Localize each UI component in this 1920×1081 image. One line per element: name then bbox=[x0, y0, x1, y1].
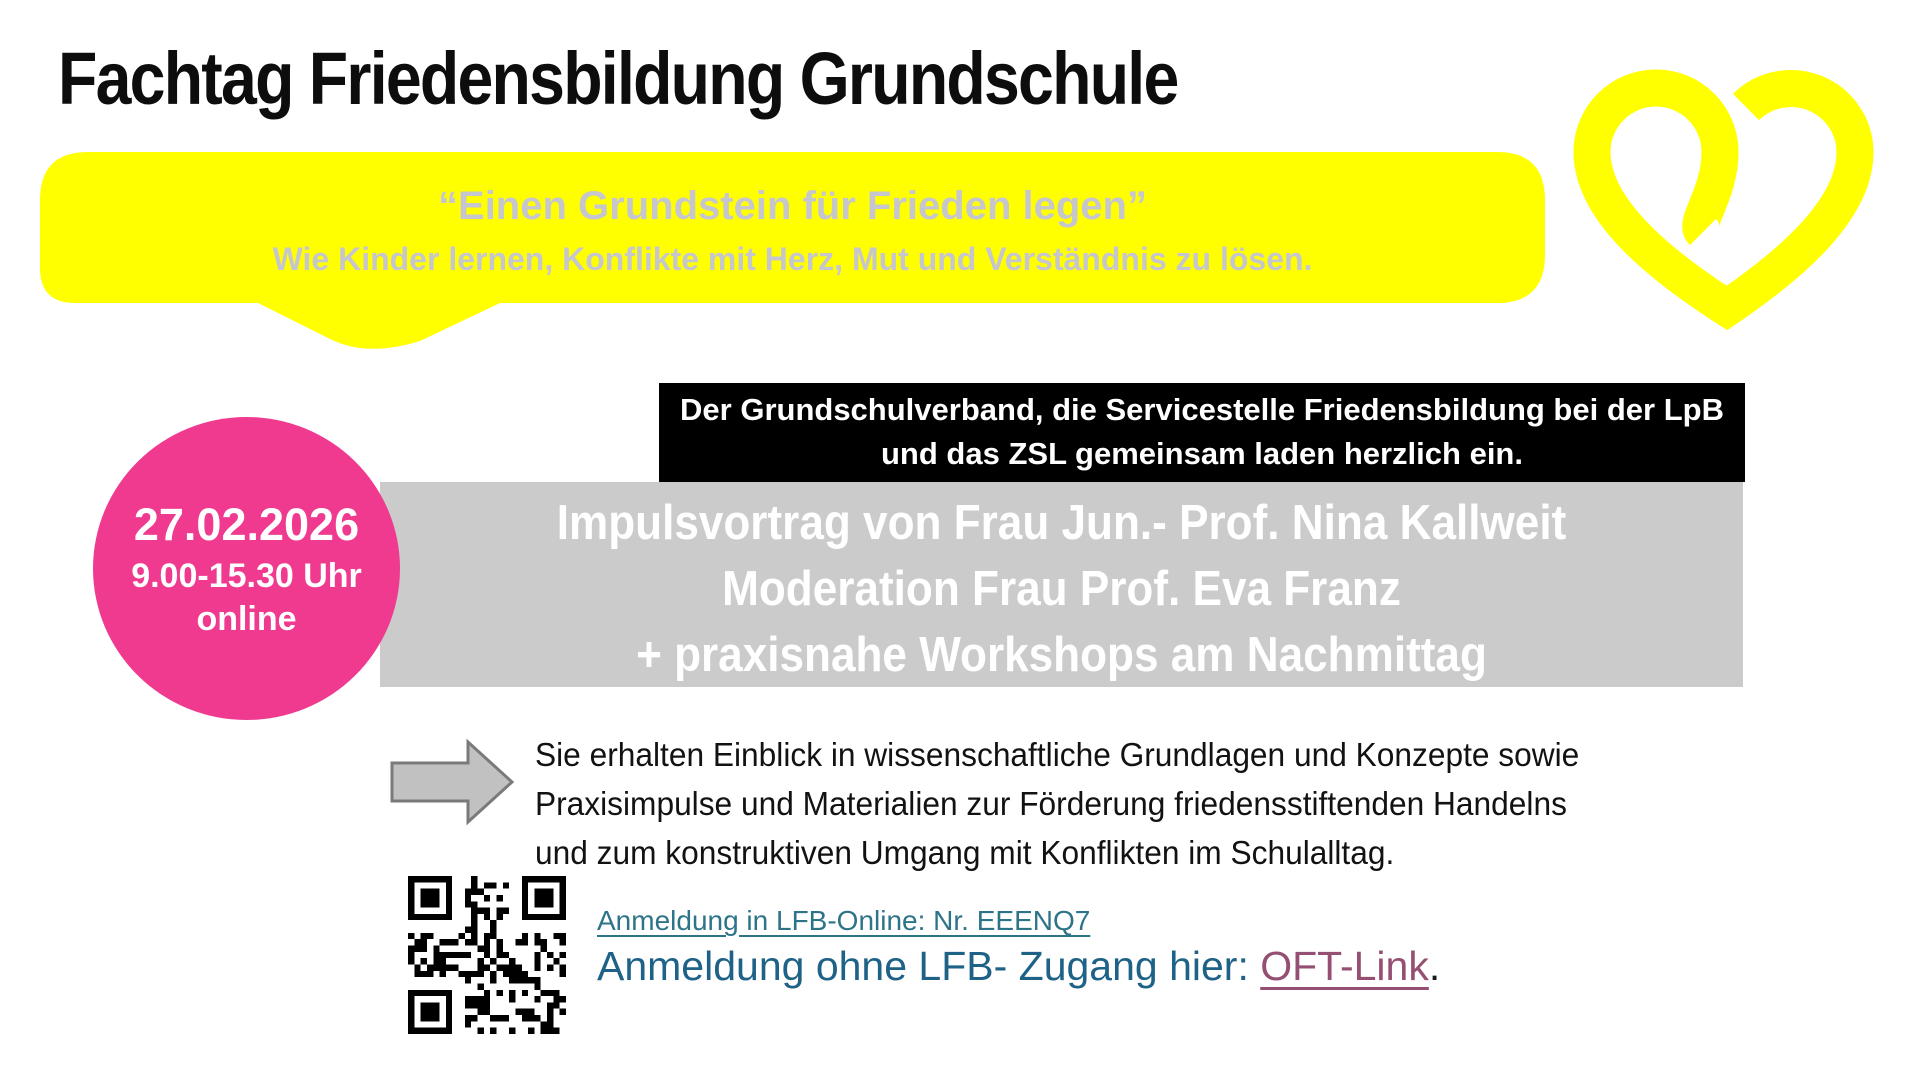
registration-suffix: . bbox=[1428, 943, 1441, 989]
event-time: 9.00-15.30 Uhr bbox=[131, 556, 362, 595]
invite-line-2: und das ZSL gemeinsam laden herzlich ein. bbox=[881, 436, 1523, 471]
description-line-2: Praxisimpulse und Materialien zur Förderung friedensstiftenden Handelns bbox=[535, 785, 1567, 822]
arrow-right-icon bbox=[385, 735, 520, 830]
date-badge bbox=[93, 417, 400, 720]
event-mode: online bbox=[196, 599, 297, 638]
heart-icon bbox=[1565, 40, 1895, 340]
program-line-2: Moderation Frau Prof. Eva Franz bbox=[722, 562, 1401, 616]
registration-prefix: Anmeldung ohne LFB- Zugang hier: bbox=[597, 943, 1261, 989]
lfb-online-link[interactable]: Anmeldung in LFB-Online: Nr. EEENQ7 bbox=[597, 905, 1091, 936]
banner-subtitle: Wie Kinder lernen, Konflikte mit Herz, Mut und Verständnis zu lösen. bbox=[272, 241, 1313, 277]
qr-code bbox=[408, 876, 566, 1034]
heart-outline bbox=[1592, 88, 1855, 308]
description-line-1: Sie erhalten Einblick in wissenschaftliche Grundlagen und Konzepte sowie bbox=[535, 736, 1580, 773]
event-description bbox=[535, 730, 1579, 877]
banner-quote: “Einen Grundstein für Frieden legen” bbox=[438, 184, 1147, 228]
program-bar bbox=[380, 482, 1743, 687]
program-line-3: + praxisnahe Workshops am Nachmittag bbox=[636, 628, 1487, 682]
qr-code-pattern bbox=[408, 876, 566, 1034]
invite-line-1: Der Grundschulverband, die Servicestelle Friedensbildung bei der LpB bbox=[680, 392, 1724, 427]
registration-line bbox=[597, 943, 1440, 990]
description-line-3: und zum konstruktiven Umgang mit Konflikten im Schulalltag. bbox=[535, 834, 1395, 871]
program-line-1: Impulsvortrag von Frau Jun.- Prof. Nina Kallweit bbox=[556, 496, 1567, 550]
banner-text bbox=[40, 152, 1545, 278]
event-date: 27.02.2026 bbox=[133, 498, 360, 550]
oft-link[interactable]: OFT-Link bbox=[1260, 943, 1429, 989]
page-title: Fachtag Friedensbildung Grundschule bbox=[58, 37, 1178, 120]
invite-bar bbox=[659, 383, 1745, 482]
arrow-right-shape bbox=[392, 742, 512, 822]
